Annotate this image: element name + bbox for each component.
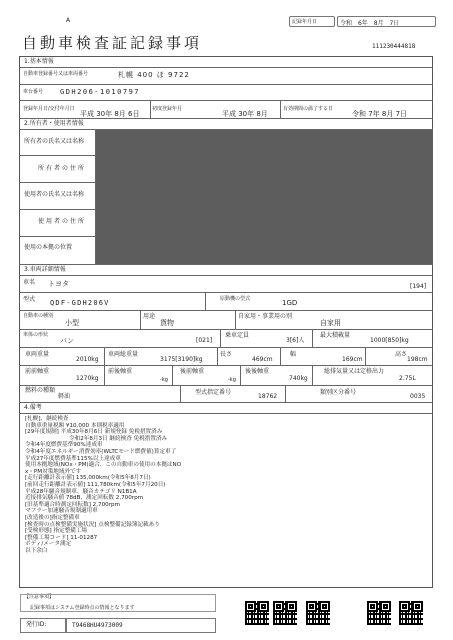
capacity: 3[6]人 (286, 337, 305, 344)
first-year-label: 初度登録年月 (152, 106, 183, 112)
maker-label: 車名 (23, 279, 36, 286)
remark-line: 平成27年度燃費基準115%以上達成車 (25, 455, 121, 462)
remark-line: 使用本拠地域(NOx・PM)適合、この自動車の使用の本拠はNO (25, 462, 182, 469)
maker-code: [194] (410, 283, 427, 290)
chassis-number: GDH206-1010797 (60, 88, 141, 96)
chassis-label: 車台番号 (23, 89, 44, 95)
remark-line: [改造後の]指定整備車 (25, 514, 80, 521)
displacement-label: 総排気量又は定格出力 (324, 368, 385, 375)
remark-line: 平成28年騒音規制車、騒音カテゴリ N1B1A (25, 488, 137, 495)
user-name-label: 使用者の氏名又は名称 (24, 191, 85, 198)
qr-code-icon (366, 600, 392, 626)
remark-line: [29年度規制] 平成30年8月6日 新規登録 免税措置済み (25, 429, 163, 436)
rr-axle-label: 後後軸重 (245, 368, 270, 375)
business-type: 自家用 (320, 319, 341, 327)
record-date: 令和 6年 8月 7日 (337, 16, 436, 27)
remark-line: [走行距離計表示値] 135,000km(令和5年8月7日) (25, 475, 151, 482)
weight-label: 車両重量 (25, 351, 50, 358)
capacity-label: 乗車定員 (225, 332, 250, 339)
body-code: [021] (196, 337, 213, 344)
remark-line: 近接排気騒音値 78dB、測定回転数 2,700rpm (25, 495, 144, 502)
class-number: 0035 (410, 393, 426, 400)
remark-line: [札幌]、継続検査 (25, 416, 69, 422)
section-remarks-heading: 4.備考 (24, 404, 42, 411)
first-reg-label: 登録年月日/交付年月日 (23, 106, 75, 112)
qr-code-icon (305, 600, 331, 626)
expiry-label: 有効期間の満了する日 (283, 106, 334, 112)
remark-line: [受検形態] 指定整備工場 (25, 528, 88, 535)
first-reg-date: 平成 30年 8月 6日 (80, 110, 140, 118)
remark-line: [整備工場コード] 11-01287 (25, 534, 98, 541)
remark-line: [旧基準適合時測定回転数] 2,700rpm (25, 501, 120, 508)
use-label: 用途 (143, 313, 156, 320)
notice-text: 記録事項はシステム登録時点の情報となります (30, 605, 135, 611)
reg-no: 札幌 400 ほ 9722 (118, 71, 190, 79)
remark-line: x・PM対策地域外です (25, 468, 82, 475)
redacted-owner-info (96, 130, 433, 264)
user-address-label: 使用者の住所 (38, 218, 87, 225)
corner-mark: A (66, 17, 71, 24)
class-no-label: 類別区分番号 (320, 389, 357, 396)
reg-no-label: 自動車登録番号又は車両番号 (23, 71, 89, 77)
gross-label: 車両総重量 (108, 351, 139, 358)
width-label: 幅 (290, 351, 297, 358)
qr-code-icon (244, 600, 270, 626)
max-load-label: 最大積載量 (320, 332, 351, 339)
section-vehicle-heading: 3.車両詳細情報 (24, 266, 66, 273)
cert-no-label: 型式指定番号 (195, 389, 232, 396)
length-label: 長さ (220, 351, 233, 358)
use: 貨物 (160, 319, 174, 327)
fr-axle-label: 前後軸重 (108, 368, 133, 375)
base-location-label: 使用の本拠の位置 (24, 244, 73, 251)
body-label: 車体の形状 (23, 332, 49, 338)
document-number: 111230444818 (372, 43, 416, 50)
displacement: 2.75L (399, 375, 416, 382)
length: 469cm (252, 356, 273, 363)
width: 169cm (342, 356, 363, 363)
kind-label: 自動車の種別 (23, 313, 54, 319)
section-owner-heading: 2.所有者・使用者情報 (24, 120, 84, 127)
max-load: 1000[850]kg (370, 337, 409, 344)
qr-code-icon (272, 600, 298, 626)
fuel-label: 燃料の種類 (25, 387, 56, 394)
rf-axle-label: 後前軸重 (180, 368, 205, 375)
rf-axle: -kg (228, 377, 236, 383)
ff-axle-label: 前前軸重 (25, 368, 50, 375)
remark-line: 以下余白 (25, 547, 48, 554)
document-title: 自動車検査証記録事項 (22, 34, 203, 52)
remark-line: [検査時の点検整備実施状況] 点検整備記録簿記載あり (25, 521, 160, 528)
remark-line: 自動車重量税額 ¥10,000 本則税率適用 (25, 422, 125, 429)
owner-name-label: 所有者の氏名又は名称 (24, 138, 85, 145)
qr-code-icon (398, 600, 424, 626)
rr-axle: 740kg (289, 375, 308, 382)
record-date-label: 記録年月日 (289, 16, 335, 27)
remark-line: ボディ/メータ測定 (25, 541, 72, 548)
ff-axle: 1270kg (76, 375, 99, 382)
cert-number: 18762 (258, 393, 278, 400)
model-label: 型式 (23, 296, 36, 303)
remark-line: マフラー加速騒音規制適用車 (25, 508, 98, 515)
remark-line: 令和4年度燃費基準90%達成車 (25, 442, 103, 449)
remark-line: [前回走行距離計表示値] 111,780km(令和5年7月20日) (25, 481, 166, 488)
height: 198cm (407, 356, 428, 363)
vehicle-weight: 2010kg (76, 356, 99, 363)
gross-weight: 3175[3190]kg (160, 356, 203, 363)
height-label: 高さ (395, 351, 408, 358)
kind: 小型 (65, 319, 79, 327)
maker: トヨタ (48, 280, 69, 288)
issue-id: T9468HU4973009 (72, 622, 123, 629)
fr-axle: -kg (160, 377, 168, 383)
first-year: 平成 30年 8月 (222, 110, 268, 118)
model: QDF-GDH206V (50, 299, 110, 307)
notice-box (20, 594, 216, 612)
notice-heading: 【注意事項】 (24, 594, 55, 600)
remark-line: 令和2年8月3日 継続検査 免税措置済み (69, 435, 168, 442)
expiry-date: 令和 7年 8月 7日 (352, 110, 408, 118)
section-basic-heading: 1.基本情報 (24, 58, 54, 65)
business-label: 自家用・事業用の別 (238, 313, 293, 320)
engine-type: 1GD (282, 299, 298, 307)
owner-address-label: 所有者の住所 (38, 165, 87, 172)
body-shape: バン (60, 337, 74, 345)
issue-id-label: 発行ID: (26, 621, 47, 628)
fuel-type: 軽油 (58, 393, 71, 400)
remarks-list (25, 416, 355, 554)
remark-line: 令和4年度エネルギー消費効率(WLTCモード燃費値)算定車了 (25, 448, 177, 455)
engine-label: 原動機の型式 (220, 296, 251, 302)
